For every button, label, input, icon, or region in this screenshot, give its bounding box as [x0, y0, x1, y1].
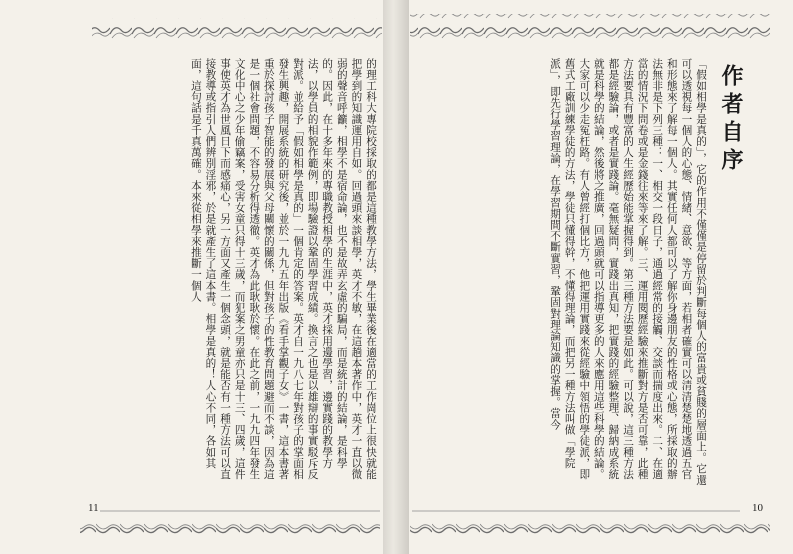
book-gutter	[383, 0, 409, 554]
page-title: 作者自序	[718, 64, 744, 176]
right-page-body: 「假如相學是真的」，它的作用不僅僅是停留於判斷每個人的富貴或貧賤的層面上。它還可以透視每一個人的心態、情緒、意欲、等方面，若相者確實可以清清楚楚地透過五官和形態來了解每一個人。其實任何人都可以了解你身邊朋友的性格或心態，所採取的辦法無非是下列三種：一、相交一段日子，通過經常的接觸、交談而揣度出來。二、在適當的情況下問卷或是金錢往來等來了解。三、運用閱歷經驗來推斷對方是否可靠，此種方法要具有豐富的人生經歷始能掌握得到。第三種方法要是如此。可以說，這三種方法都是經驗論，或者是實踐論。毫無疑問，實踐出真知，把實踐的經驗整理、歸納成系統就是科學的結論，然後將之推廣，回過頭就可以指導更多的人來應用這些科學的結論。大家可以少走冤枉路。有人曾經打個比方，他把運用實踐來從經驗中領悟的學徒派，即舊式工廠訓練學徒的方法，學徒只懂得幹，不懂得理論，而把另一種方法叫做「學院派」，即先行學習理論，在學習期間不斷實習，鞏固對理論知識的掌握。當今	[549, 58, 707, 486]
left-page-body: 的理工科大專院校採取的都是這種教學方法，學生畢業後在適當的工作崗位上很快就能把學到的知識運用自如。回過頭來談相學，英才不敏，在這趟本著作中，英才一直以微弱的聲音呼籲，相學不是宿命論，也不是故弄玄虛的騙局，而是統計的結論，是科學的。因此，在十多年來的專職教授相學的生涯中，英才採用邊學習，邊實踐的教學方法，以學員的相貌作範例，即場驗證以鞏固學習成績。換言之也是以雄辯的事實駁斥反對派。並給予「假如相學是真的」一個肯定的答案。英才自一九八七年對孩子的掌面相發生興趣，開展系統的研究後，並於一九九五年出版《看手掌觀子女》一書，這本書著重於探討孩子智能的發展與父母關懷的關係，但對孩子的性教育問題避而不談，因為這是一個社會問題，不容易分析得透徹。英才為此耿耿於懷。在此之前，一九九四年發生文化中心之少年偷竊案，受害女童只得十三歲，而犯案之男童亦只是十三、四歲，這件事使英才為世風日下而感痛心，另一方面又產生一個念頭，就是能否有一種方法可以直接教導或指引人們辨別淫邪，於是就產生了這本書。相學是真的！人心不同，各如其面，這句話是千真萬確。本來從相學來推斷一個人	[189, 58, 377, 480]
right-page-number: 10	[752, 502, 763, 514]
left-page-number: 11	[88, 502, 99, 514]
